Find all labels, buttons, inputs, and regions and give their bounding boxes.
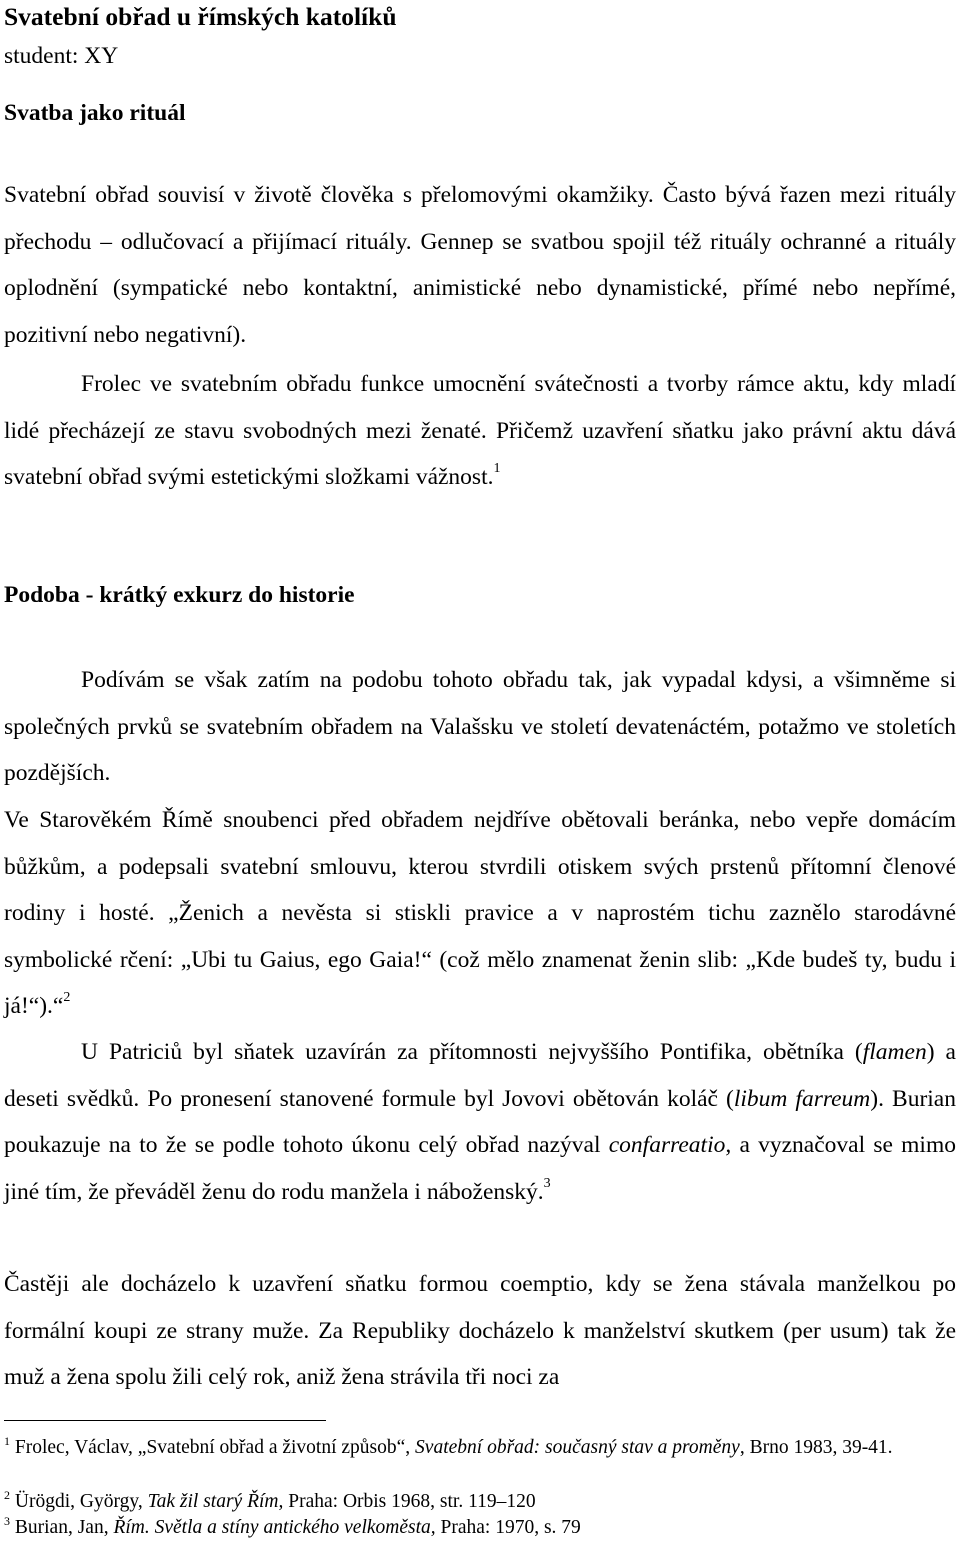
paragraph-history-3: U Patriciů byl sňatek uzavírán za přítomnosti nejvyššího Pontifika, obětníka (flamen) a deseti svědků. Po pronesení stanovené formule byl Jovovi obětován koláč (libum farreum). Burian poukazuje na to že se podle tohoto úkonu celý obřad nazýval confarreatio, a vyznačoval se mimo jiné tím, že převáděl ženu do rodu manžela i náboženský.$^3$ (4, 1039, 956, 1205)
footnote-3: $^3$ Burian, Jan, Řím. Světla a stíny antického velkoměsta, Praha: 1970, s. 79 (4, 1514, 581, 1538)
document-title: Svatební obřad u římských katolíků (4, 2, 397, 31)
paragraph-history-4: Častěji ale docházelo k uzavření sňatku formou coemptio, kdy se žena stávala manželkou po formální koupi ze strany muže. Za Republiky docházelo k manželství skutkem (per usum) tak že muž a žena spolu žili celý rok, aniž žena strávila tři noci za (4, 1271, 956, 1390)
footnote-1: $^1$ Frolec, Václav, „Svatební obřad a životní způsob“, Svatební obřad: současný stav a proměny, Brno 1983, 39-41. (4, 1434, 893, 1458)
term-libum-farreum: libum farreum (733, 1085, 871, 1112)
footnote-ref-1[interactable]: 1 (493, 461, 501, 476)
term-flamen: flamen (862, 1039, 927, 1065)
paragraph-ritual-1: Svatební obřad souvisí v životě člověka s přelomovými okamžiky. Často bývá řazen mezi rituály přechodu – odlučovací a přijímací rituály. Gennep se svatbou spojil též rituály ochranné a rituály oplodnění (sympatické nebo kontaktní, animistické nebo dynamistické, přímé nebo nepřímé, pozitivní nebo negativní). (4, 182, 956, 348)
footnote-ref-3[interactable]: 3 (543, 1175, 551, 1191)
section-heading-ritual: Svatba jako rituál (4, 100, 186, 126)
paragraph-history-2: Ve Starověkém Římě snoubenci před obřadem nejdříve obětovali beránka, nebo vepře domácím bůžkům, a podepsali svatební smlouvu, kterou stvrdili otiskem svých prstenů přítomní členové rodiny i hosté. „Ženich a nevěsta si stiskli pravice a v naprostém tichu zaznělo starodávné symbolické rčení: „Ubi tu Gaius, ego Gaia!“ (což mělo znamenat ženin slib: „Kde budeš ty, budu i já!“).“$^2$ (4, 807, 956, 1019)
term-confarreatio: confarreatio, (608, 1132, 732, 1158)
footnote-divider (4, 1420, 326, 1421)
footnote-ref-2[interactable]: 2 (63, 990, 71, 1005)
paragraph-ritual-2: Frolec ve svatebním obřadu funkce umocnění svátečnosti a tvorby rámce aktu, kdy mladí lidé přecházejí ze stavu svobodných mezi ženaté. Přičemž uzavření sňatku jako právní aktu dává svatební obřad svými estetickými složkami vážnost.$^1$ (4, 371, 956, 490)
paragraph-history-1: Podívám se však zatím na podobu tohoto obřadu tak, jak vypadal kdysi, a všimněme si společných prvků se svatebním obřadem na Valašsku ve století devatenáctém, potažmo ve stoletích pozdějších. (4, 667, 956, 786)
section-heading-history: Podoba - krátký exkurz do historie (4, 582, 355, 608)
footnote-2: $^2$ Ürögdi, György, Tak žil starý Řím, Praha: Orbis 1968, str. 119–120 (4, 1488, 536, 1512)
student-line: student: XY (4, 43, 119, 69)
